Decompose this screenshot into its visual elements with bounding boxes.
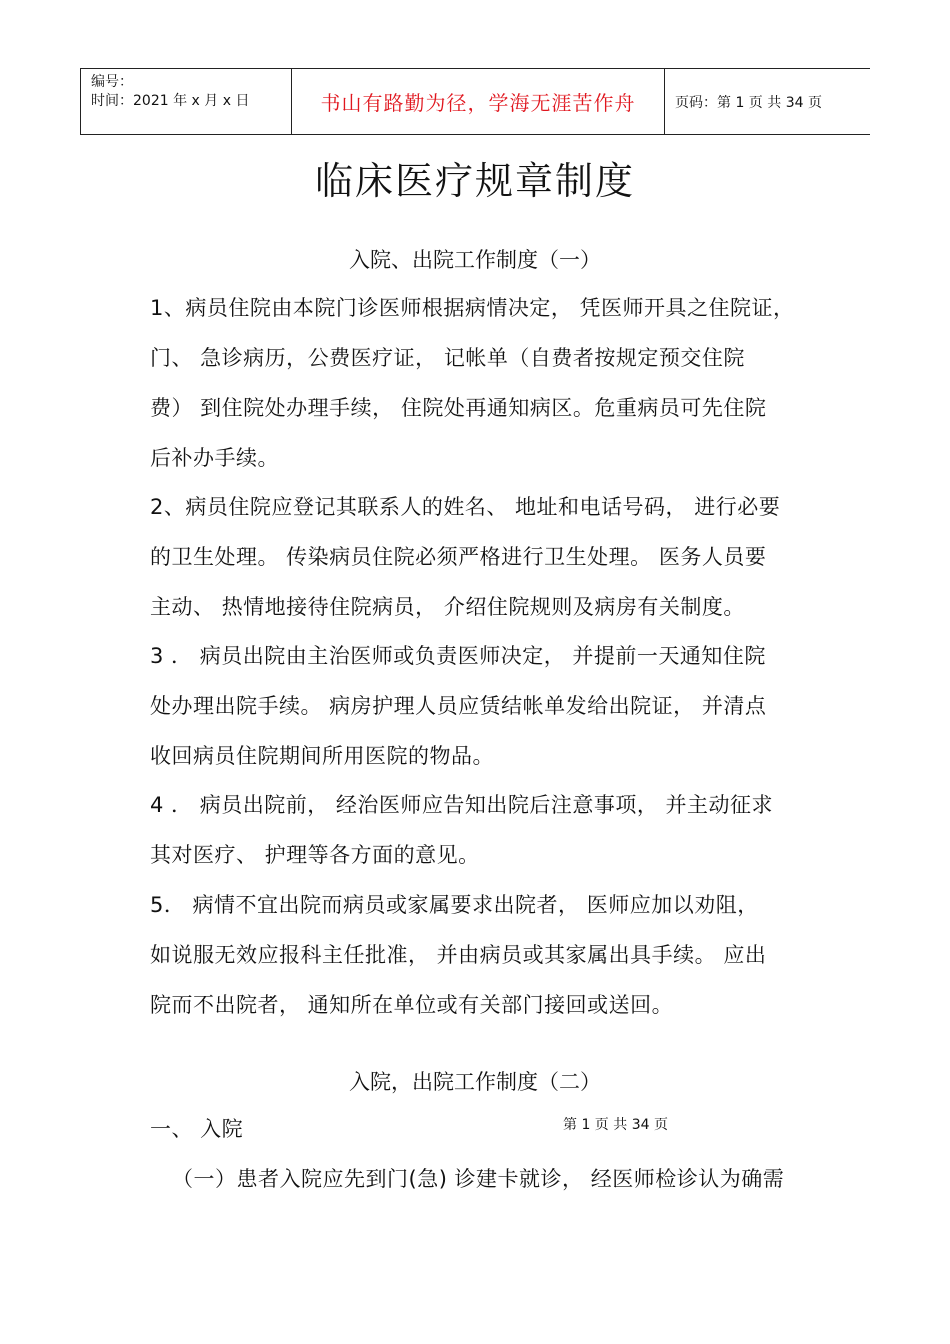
paragraph-line: 院而不出院者， 通知所在单位或有关部门接回或送回。 (150, 993, 674, 1017)
section1-heading: 入院、出院工作制度（一） (349, 248, 601, 272)
page-footer: 第 1 页 共 34 页 (563, 1117, 668, 1133)
paragraph-line: 2、病员住院应登记其联系人的姓名、 地址和电话号码， 进行必要 (150, 495, 781, 519)
paragraph-line: 其对医疗、 护理等各方面的意见。 (150, 843, 480, 867)
section2-item-1: 一、 入院 (150, 1117, 244, 1141)
header-meta-cell (81, 69, 292, 135)
paragraph-3 (150, 631, 840, 781)
paragraph-line: 收回病员住院期间所用医院的物品。 (150, 744, 494, 768)
paragraph-4 (150, 780, 840, 880)
paragraph-1 (150, 283, 840, 483)
document-number: 编号： (91, 74, 133, 90)
paragraph-line: 门、 急诊病历，公费医疗证， 记帐单（自费者按规定预交住院 (150, 346, 745, 370)
header-page-info: 页码：第 1 页 共 34 页 (665, 69, 871, 135)
paragraph-line: 5． 病情不宜出院而病员或家属要求出院者， 医师应加以劝阻， (150, 893, 759, 917)
section2-heading: 入院，出院工作制度（二） (349, 1070, 601, 1094)
document-time: 时间：2021 年 x 月 x 日 (91, 93, 250, 109)
document-title: 临床医疗规章制度 (314, 159, 635, 203)
header-table (80, 68, 870, 135)
section2-item-1-text: （一）患者入院应先到门(急) 诊建卡就诊， 经医师检诊认为确需 (172, 1167, 785, 1191)
paragraph-line: 后补办手续。 (150, 446, 279, 470)
paragraph-line: 1、病员住院由本院门诊医师根据病情决定， 凭医师开具之住院证， (150, 296, 795, 320)
paragraph-line: 3 ． 病员出院由主治医师或负责医师决定， 并提前一天通知住院 (150, 644, 766, 668)
paragraph-2 (150, 482, 840, 632)
paragraph-line: 主动、 热情地接待住院病员， 介绍住院规则及病房有关制度。 (150, 595, 745, 619)
paragraph-line: 的卫生处理。 传染病员住院必须严格进行卫生处理。 医务人员要 (150, 545, 767, 569)
paragraph-line: 4 ． 病员出院前， 经治医师应告知出院后注意事项， 并主动征求 (150, 793, 774, 817)
header-motto: 书山有路勤为径，学海无涯苦作舟 (292, 69, 665, 135)
paragraph-line: 处办理出院手续。 病房护理人员应赁结帐单发给出院证， 并清点 (150, 694, 767, 718)
paragraph-line: 费） 到住院处办理手续， 住院处再通知病区。危重病员可先住院 (150, 396, 767, 420)
paragraph-5 (150, 880, 840, 1030)
paragraph-line: 如说服无效应报科主任批准， 并由病员或其家属出具手续。 应出 (150, 943, 767, 967)
